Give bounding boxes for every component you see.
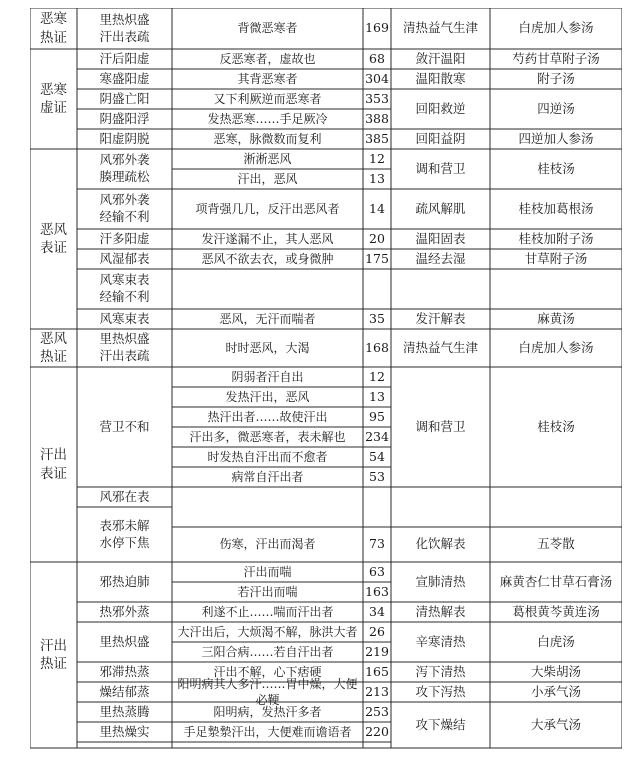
- group-label: 汗出 表证: [40, 447, 67, 482]
- pattern-cell: 表邪未解 水停下焦: [99, 517, 150, 550]
- pattern-cell: 风寒束表: [99, 310, 150, 326]
- treatment-method-cell: 敛汗温阳: [415, 50, 466, 66]
- formula-cell: 葛根黄芩黄连汤: [512, 603, 600, 619]
- symptom-cell: 淅淅恶风: [243, 151, 292, 166]
- clause-number-cell: 68: [369, 50, 385, 66]
- clause-table: [30, 8, 622, 765]
- clause-number-cell: 20: [369, 230, 385, 246]
- clause-number-cell: 165: [365, 663, 389, 679]
- symptom-cell: 恶寒，脉微数而复利: [213, 131, 322, 146]
- clause-number-cell: 54: [369, 448, 385, 464]
- symptom-cell: 发汗遂漏不止，其人恶风: [201, 231, 334, 246]
- treatment-method-cell: 回阳救逆: [415, 100, 466, 116]
- formula-cell: 芍药甘草附子汤: [512, 50, 600, 66]
- pattern-cell: 风湿郁表: [99, 250, 150, 266]
- pattern-cell: 里热炽盛 汗出表疏: [99, 11, 150, 44]
- pattern-cell: 营卫不和: [99, 418, 150, 434]
- symptom-cell: 汗出不解，心下痞硬: [213, 664, 322, 679]
- clause-number-cell: 53: [369, 468, 385, 484]
- treatment-method-cell: 疏风解肌: [415, 200, 466, 216]
- symptom-cell: 热汗出者……故使汗出: [207, 409, 328, 424]
- formula-cell: 大承气汤: [530, 716, 581, 732]
- clause-number-cell: 168: [365, 339, 389, 355]
- treatment-method-cell: 清热解表: [415, 603, 466, 619]
- pattern-cell: 里热蒸腾: [99, 703, 150, 719]
- clause-number-cell: 253: [365, 703, 389, 719]
- pattern-cell: 里热炽盛: [99, 633, 150, 649]
- formula-cell: 白虎加人参汤: [518, 339, 594, 355]
- formula-cell: 桂枝加葛根汤: [518, 200, 594, 216]
- symptom-cell: 阳明病其人多汗……胃中燥，大便必鞕: [177, 676, 358, 707]
- symptom-cell: 时发热自汗出而不愈者: [207, 449, 328, 464]
- pattern-cell: 里热燥实: [99, 723, 150, 739]
- pattern-cell: 风寒束表 经输不利: [99, 272, 150, 304]
- symptom-cell: 利遂不止……喘而汗出者: [201, 604, 334, 619]
- formula-cell: 大柴胡汤: [530, 663, 581, 679]
- pattern-cell: 汗多阳虚: [99, 230, 150, 246]
- group-label: 恶风 表证: [40, 221, 67, 256]
- treatment-method-cell: 清热益气生津: [402, 339, 478, 355]
- symptom-cell: 其背恶寒者: [237, 71, 298, 86]
- formula-cell: 小承气汤: [530, 683, 581, 699]
- formula-cell: 附子汤: [537, 70, 575, 86]
- symptom-cell: 三阳合病……若自汗出者: [201, 644, 334, 659]
- symptom-cell: 恶风不欲去衣，或身微肿: [201, 251, 334, 266]
- treatment-method-cell: 宣肺清热: [415, 573, 466, 589]
- symptom-cell: 又下利厥逆而恶寒者: [213, 91, 322, 106]
- symptom-cell: 背微恶寒者: [237, 21, 298, 36]
- symptom-cell: 恶风，无汗而喘者: [219, 311, 316, 326]
- pattern-cell: 燥结郁蒸: [99, 683, 150, 699]
- treatment-method-cell: 调和营卫: [415, 418, 466, 434]
- symptom-cell: 时时恶风，大渴: [225, 340, 310, 355]
- symptom-cell: [172, 269, 363, 309]
- formula-cell: 甘草附子汤: [524, 250, 588, 266]
- symptom-cell: 伤寒，汗出而渴者: [219, 537, 316, 552]
- clause-number-cell: [363, 742, 391, 748]
- treatment-method-cell: [391, 487, 490, 527]
- pattern-cell: 风邪外袭 经输不利: [99, 192, 150, 224]
- symptom-cell: 若汗出而喘: [237, 584, 298, 599]
- formula-cell: [490, 269, 622, 309]
- symptom-cell: 阳明病，发热汗多者: [213, 704, 322, 719]
- treatment-method-cell: 温阳固表: [415, 230, 466, 246]
- clause-number-cell: 175: [365, 250, 389, 266]
- formula-cell: 四逆加人参汤: [518, 130, 594, 146]
- clause-number-cell: 14: [369, 200, 385, 216]
- clause-number-cell: 73: [369, 536, 385, 552]
- group-label: 恶风 热证: [40, 330, 67, 365]
- formula-cell: 麻黄杏仁甘草石膏汤: [499, 573, 613, 589]
- pattern-cell: 邪滞热蒸: [99, 663, 150, 679]
- clause-number-cell: 95: [369, 408, 385, 424]
- formula-cell: 桂枝加附子汤: [518, 230, 594, 246]
- clause-number-cell: 219: [365, 643, 389, 659]
- formula-cell: [490, 487, 622, 527]
- symptom-cell: 汗出，恶风: [237, 171, 298, 186]
- formula-cell: 五苓散: [537, 536, 575, 552]
- symptom-cell: 汗出而喘: [243, 564, 292, 579]
- formula-cell: 白虎汤: [537, 633, 575, 649]
- treatment-method-cell: 清热益气生津: [402, 20, 478, 36]
- formula-cell: 麻黄汤: [537, 310, 575, 326]
- pattern-cell: 汗后阳虚: [99, 50, 150, 66]
- pattern-cell: [77, 742, 172, 748]
- symptom-cell: 反恶寒者，虚故也: [219, 51, 316, 66]
- treatment-method-cell: 泻下清热: [415, 663, 466, 679]
- clause-number-cell: 169: [365, 20, 389, 36]
- clause-number-cell: 26: [369, 623, 385, 639]
- treatment-method-cell: 辛寒清热: [415, 633, 466, 649]
- clause-number-cell: [363, 487, 391, 527]
- pattern-cell: 阳虚阴脱: [99, 130, 150, 146]
- clause-number-cell: 213: [365, 683, 389, 699]
- pattern-cell: 邪热迫肺: [99, 573, 150, 589]
- clause-number-cell: 12: [369, 368, 385, 384]
- formula-cell: 白虎加人参汤: [518, 20, 594, 36]
- clause-number-cell: 13: [369, 170, 385, 186]
- clause-number-cell: 388: [365, 110, 389, 126]
- symptom-cell: [172, 487, 363, 527]
- treatment-method-cell: 调和营卫: [415, 160, 466, 176]
- clause-number-cell: 13: [369, 388, 385, 404]
- symptom-cell: 病常自汗出者: [231, 469, 304, 484]
- formula-cell: 桂枝汤: [537, 160, 575, 176]
- clause-number-cell: 63: [369, 563, 385, 579]
- clause-number-cell: 353: [365, 90, 389, 106]
- symptom-cell: 阴弱者汗自出: [231, 369, 304, 384]
- pattern-cell: 寒盛阳虚: [99, 70, 150, 86]
- group-label: 恶寒 虚证: [40, 81, 67, 116]
- pattern-cell: 里热炽盛 汗出表疏: [99, 331, 150, 363]
- clause-number-cell: 12: [369, 150, 385, 166]
- clause-number-cell: 385: [365, 130, 389, 146]
- group-label: 恶寒 热证: [40, 11, 67, 46]
- treatment-method-cell: 攻下燥结: [415, 716, 466, 732]
- clause-number-cell: 304: [365, 70, 389, 86]
- symptom-cell: 汗出多，微恶寒者，表未解也: [189, 429, 346, 444]
- pattern-cell: 阴盛阳浮: [99, 110, 150, 126]
- symptom-cell: 项背强几几，反汗出恶风者: [195, 201, 340, 216]
- formula-cell: 四逆汤: [537, 100, 575, 116]
- treatment-method-cell: 回阳益阴: [415, 130, 466, 146]
- formula-cell: 桂枝汤: [537, 418, 575, 434]
- pattern-cell: 阴盛亡阳: [99, 90, 150, 106]
- symptom-cell: 手足漐漐汗出，大便难而谵语者: [183, 724, 352, 739]
- symptom-cell: [172, 742, 363, 748]
- treatment-method-cell: 发汗解表: [415, 310, 466, 326]
- clause-number-cell: 163: [365, 583, 389, 599]
- treatment-method-cell: 温经去湿: [415, 250, 466, 266]
- treatment-method-cell: 攻下泻热: [415, 683, 466, 699]
- symptom-cell: 发热恶寒……手足厥冷: [207, 111, 328, 126]
- treatment-method-cell: 化饮解表: [415, 536, 466, 552]
- clause-number-cell: 234: [365, 428, 389, 444]
- symptom-cell: 大汗出后，大烦渴不解，脉洪大者: [177, 624, 358, 639]
- pattern-cell: 风邪在表: [99, 488, 150, 504]
- treatment-method-cell: [391, 269, 490, 309]
- clause-number-cell: [363, 269, 391, 309]
- symptom-cell: 发热汗出，恶风: [225, 389, 310, 404]
- pattern-cell: 风邪外袭 腠理疏松: [99, 152, 150, 184]
- clause-number-cell: 220: [365, 723, 389, 739]
- pattern-cell: 热邪外蒸: [99, 603, 150, 619]
- clause-number-cell: 34: [369, 603, 385, 619]
- clause-number-cell: 35: [369, 310, 385, 326]
- treatment-method-cell: 温阳散寒: [415, 70, 466, 86]
- group-label: 汗出 热证: [40, 637, 67, 672]
